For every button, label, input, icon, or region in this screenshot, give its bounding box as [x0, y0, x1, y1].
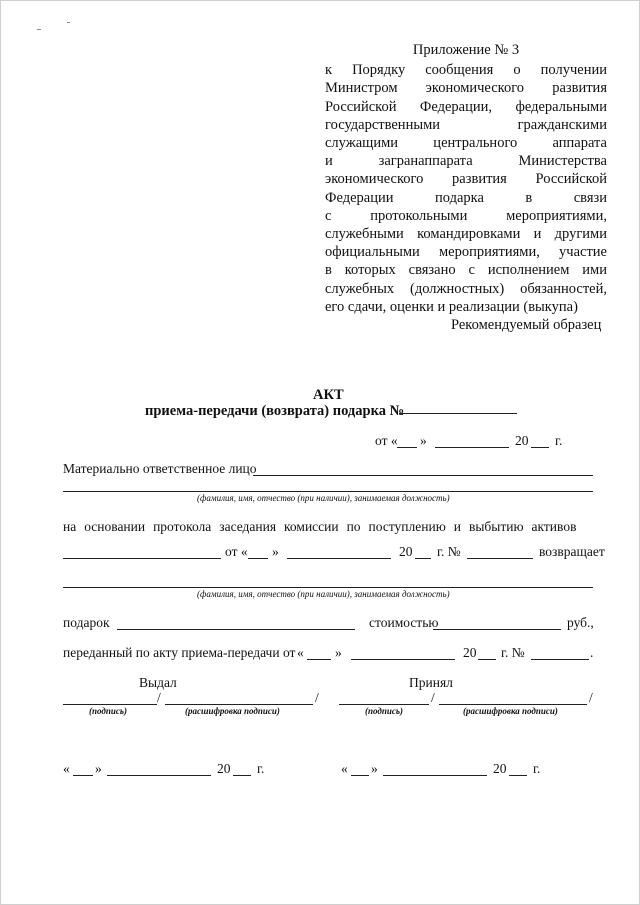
- accepted-quote-close: »: [371, 761, 378, 776]
- accepted-slash-2: /: [589, 690, 593, 705]
- rub-label: руб.,: [567, 615, 594, 630]
- date-month-field[interactable]: [435, 447, 509, 448]
- basis-quote-close: »: [272, 544, 279, 559]
- annex-line: с протокольными мероприятиями,: [325, 207, 607, 224]
- tr-day-field[interactable]: [307, 659, 331, 660]
- accepted-year-prefix: 20: [493, 761, 507, 776]
- issued-slash-2: /: [315, 690, 319, 705]
- basis-year-prefix: 20: [399, 544, 413, 559]
- basis-month-field[interactable]: [287, 558, 391, 559]
- cost-label: стоимостью: [369, 615, 439, 630]
- accepted-decode-hint: (расшифровка подписи): [463, 706, 558, 716]
- date-from-label: от «: [375, 433, 398, 448]
- accepted-decode-field[interactable]: [439, 704, 587, 705]
- transferred-label: переданный по акту приема-передачи от: [63, 645, 296, 660]
- annex-line: Министром экономического развития: [325, 80, 607, 97]
- issued-slash-1: /: [157, 690, 161, 705]
- annex-line: Российской Федерации, федеральными: [325, 98, 607, 115]
- responsible-field-2[interactable]: [63, 491, 593, 492]
- responsible-label: Материально ответственное лицо: [63, 461, 257, 476]
- issued-month-field[interactable]: [107, 775, 211, 776]
- tr-year-prefix: 20: [463, 645, 477, 660]
- accepted-signature-hint: (подпись): [365, 706, 403, 716]
- annex-line: в которых связано с исполнением ими: [325, 262, 607, 279]
- annex-line: служащими центрального аппарата: [325, 135, 607, 152]
- annex-line: служебными командировками и другими: [325, 226, 607, 243]
- sample-label: Рекомендуемый образец: [451, 317, 602, 333]
- issued-year-field[interactable]: [233, 775, 251, 776]
- responsible-field[interactable]: [253, 475, 593, 476]
- issued-day-field[interactable]: [73, 775, 93, 776]
- cost-field[interactable]: [433, 629, 561, 630]
- tr-year-field[interactable]: [478, 659, 496, 660]
- tr-number-field[interactable]: [531, 659, 589, 660]
- accepted-label: Принял: [409, 675, 453, 690]
- issued-decode-field[interactable]: [165, 704, 313, 705]
- annex-title: Приложение № 3: [412, 42, 520, 58]
- returns-label: возвращает: [539, 544, 605, 559]
- basis-day-field[interactable]: [248, 558, 268, 559]
- act-number-field[interactable]: [399, 413, 517, 414]
- annex-line: и загранаппарата Министерства: [325, 153, 607, 170]
- issued-quote-open: «: [63, 761, 70, 776]
- fio-hint: (фамилия, имя, отчество (при наличии), занимаемая должность): [197, 493, 450, 503]
- accepted-quote-open: «: [341, 761, 348, 776]
- basis-year-field[interactable]: [415, 558, 431, 559]
- annex-line: Федерации подарка в связи: [325, 189, 607, 206]
- basis-text: на основании протокола заседания комиссии по поступлению и выбытию активов: [63, 519, 577, 534]
- annex-line: экономического развития Российской: [325, 171, 607, 188]
- gift-field[interactable]: [117, 629, 355, 630]
- date-year-suffix: г.: [555, 433, 563, 448]
- issued-year-suffix: г.: [257, 761, 265, 776]
- issued-signature-hint: (подпись): [89, 706, 127, 716]
- tr-end: .: [590, 645, 594, 660]
- annex-line: служебных (должностных) обязанностей,: [325, 280, 607, 297]
- annex-line: к Порядку сообщения о получении: [325, 62, 607, 79]
- tr-quote-open: «: [297, 645, 304, 660]
- issued-quote-close: »: [95, 761, 102, 776]
- basis-from-label: от «: [225, 544, 248, 559]
- accepted-signature-field[interactable]: [339, 704, 429, 705]
- accepted-year-field[interactable]: [509, 775, 527, 776]
- accepted-month-field[interactable]: [383, 775, 487, 776]
- fio-hint-2: (фамилия, имя, отчество (при наличии), занимаемая должность): [197, 589, 450, 599]
- tr-g-no: г. №: [501, 645, 525, 660]
- annex-line: его сдачи, оценки и реализации (выкупа): [325, 298, 578, 315]
- protocol-name-field[interactable]: [63, 558, 221, 559]
- date-day-field[interactable]: [397, 447, 417, 448]
- date-year-prefix: 20: [515, 433, 529, 448]
- basis-g-no: г. №: [437, 544, 461, 559]
- recipient-field[interactable]: [63, 587, 593, 588]
- basis-number-field[interactable]: [467, 558, 533, 559]
- issued-label: Выдал: [139, 675, 177, 690]
- accepted-year-suffix: г.: [533, 761, 541, 776]
- issued-decode-hint: (расшифровка подписи): [185, 706, 280, 716]
- accepted-slash-1: /: [431, 690, 435, 705]
- tr-month-field[interactable]: [351, 659, 455, 660]
- issued-signature-field[interactable]: [63, 704, 157, 705]
- tr-quote-close: »: [335, 645, 342, 660]
- act-title: АКТ: [313, 387, 344, 403]
- act-subtitle: приема-передачи (возврата) подарка №: [145, 403, 405, 419]
- scan-mark: [67, 22, 70, 23]
- annex-line: государственными гражданскими: [325, 116, 607, 133]
- annex-block: [325, 41, 607, 316]
- issued-year-prefix: 20: [217, 761, 231, 776]
- date-quote-close: »: [420, 433, 427, 448]
- accepted-day-field[interactable]: [351, 775, 369, 776]
- date-year-field[interactable]: [531, 447, 549, 448]
- scan-mark: [37, 29, 41, 30]
- annex-line: официальными мероприятиями, участие: [325, 244, 607, 261]
- gift-label: подарок: [63, 615, 110, 630]
